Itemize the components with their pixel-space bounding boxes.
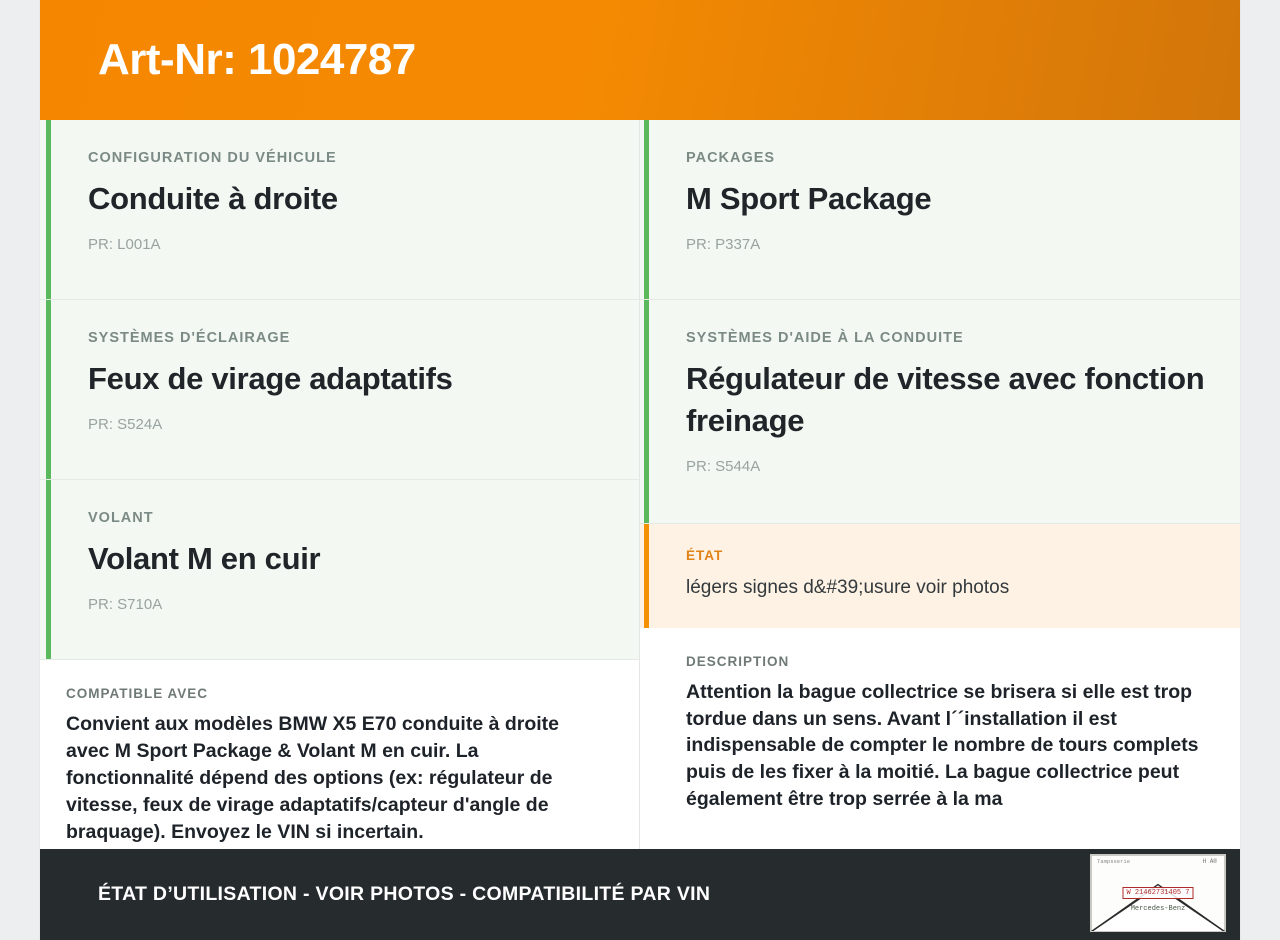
condition-text: légers signes d&#39;usure voir photos xyxy=(686,577,1010,598)
badge-part-number: W 21462731405 7 xyxy=(1122,887,1193,899)
feature-pr-code: PR: P337A xyxy=(686,235,761,253)
footer-text: ÉTAT D’UTILISATION - VOIR PHOTOS - COMPATIBILITÉ PAR VIN xyxy=(98,883,711,905)
feature-pr-code: PR: S544A xyxy=(686,457,761,475)
feature-value: Feux de virage adaptatifs xyxy=(88,361,453,396)
feature-row xyxy=(640,120,1240,300)
listing-sheet xyxy=(40,0,1240,940)
feature-value: Régulateur de vitesse avec fonction freinage xyxy=(686,361,1205,438)
feature-pr-code: PR: S524A xyxy=(88,415,163,433)
condition-block xyxy=(640,524,1240,628)
features-grid xyxy=(40,120,1240,870)
feature-row xyxy=(40,300,639,480)
badge-brand-text: Mercedes-Benz xyxy=(1130,905,1186,914)
feature-value: Conduite à droite xyxy=(88,181,338,216)
compatibility-block xyxy=(40,660,639,870)
feature-value: Volant M en cuir xyxy=(88,541,321,576)
compatibility-text: Convient aux modèles BMW X5 E70 conduite à droite avec M Sport Package & Volant M en cuir. La fonctionnalité dépend des options (ex: régulateur de vitesse, feux de virage adaptatifs/capteur d'angle de braquage). Envoyez le VIN si incertain. xyxy=(66,713,560,843)
feature-kicker: CONFIGURATION DU VÉHICULE xyxy=(88,150,337,166)
feature-row xyxy=(640,300,1240,524)
left-column xyxy=(40,120,640,870)
part-label-image xyxy=(1090,854,1226,932)
feature-row xyxy=(40,120,639,300)
compatibility-kicker: COMPATIBLE AVEC xyxy=(66,686,208,701)
badge-top-left-text: Tampsserie xyxy=(1097,858,1131,865)
feature-pr-code: PR: L001A xyxy=(88,235,161,253)
footer-bar xyxy=(40,849,1240,940)
feature-row xyxy=(40,480,639,660)
feature-kicker: SYSTÈMES D'ÉCLAIRAGE xyxy=(88,330,291,346)
condition-kicker: ÉTAT xyxy=(686,548,724,563)
feature-kicker: PACKAGES xyxy=(686,150,776,166)
description-block xyxy=(640,628,1240,838)
feature-value: M Sport Package xyxy=(686,181,932,216)
description-kicker: DESCRIPTION xyxy=(686,653,790,669)
header-banner xyxy=(40,0,1240,120)
feature-kicker: SYSTÈMES D'AIDE À LA CONDUITE xyxy=(686,330,964,346)
right-column xyxy=(640,120,1240,870)
feature-kicker: VOLANT xyxy=(88,510,154,526)
badge-top-right-text: H A® xyxy=(1202,858,1217,865)
description-text: Attention la bague collectrice se brisera si elle est trop tordue dans un sens. Avant l´´installation il est indispensable de compter le nombre de tours complets puis de les fixer à la moitié. La bague collectrice peut également être trop serrée à la ma xyxy=(686,680,1199,811)
feature-pr-code: PR: S710A xyxy=(88,595,163,613)
page-title: Art-Nr: 1024787 xyxy=(98,35,416,84)
